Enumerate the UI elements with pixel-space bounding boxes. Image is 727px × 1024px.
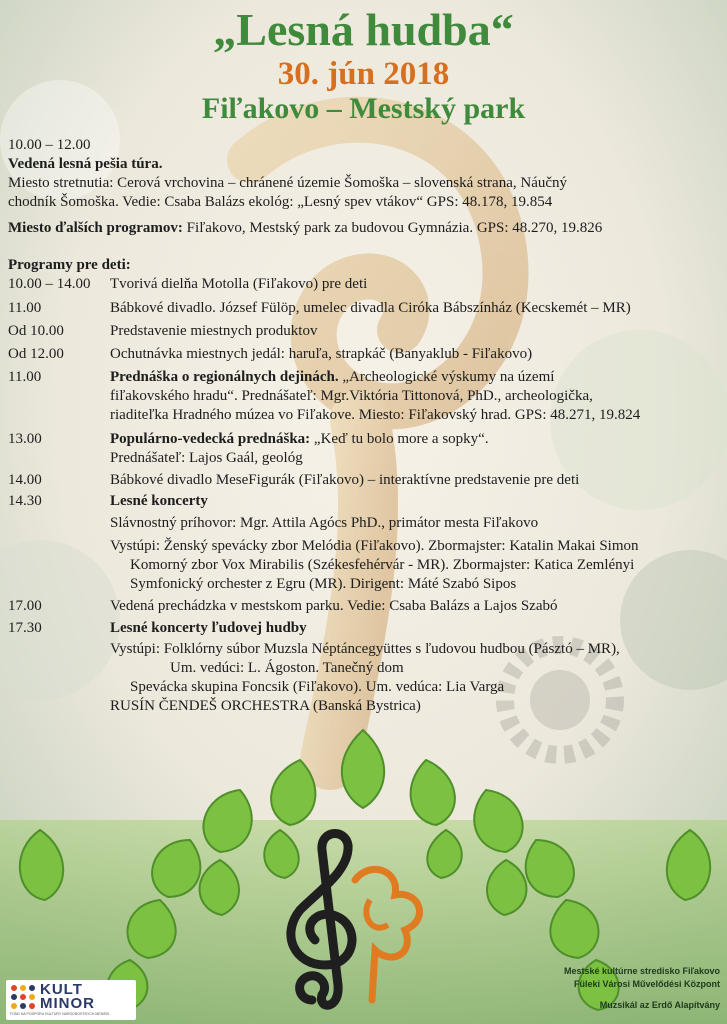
program-text: Vystúpi: Ženský spevácky zbor Melódia (Fiľakovo). Zbormajster: Katalin Makai Simon [110,538,639,554]
venue-label: Miesto ďalších programov: [8,220,183,236]
program-text: riaditeľka Hradného múzea vo Fiľakove. Miesto: Fiľakovský hrad. GPS: 48.271, 19.824 [110,407,641,423]
dots-icon [10,984,36,1010]
program-time: 17.00 [8,598,42,614]
program-text: Bábkové divadlo. József Fülöp, umelec divadla Ciróka Bábszínház (Kecskemét – MR) [110,300,631,316]
program-heading: Programy pre deti: [8,257,131,273]
program-time: 14.30 [8,493,42,509]
program-time: 17.30 [8,620,42,636]
logo-text-line-2: MINOR [40,995,95,1012]
lecture-text: „Archeologické výskumy na území [338,369,555,385]
logo-caption: FOND NA PODPORU KULTÚRY NÁRODNOSTNÝCH MENŠÍN [10,1012,109,1016]
intro-time: 10.00 – 12.00 [8,137,91,153]
program-text: Symfonický orchester z Egru (MR). Dirigent: Máté Szabó Sipos [130,576,517,592]
program-time: 10.00 – 14.00 [8,276,91,292]
venue-text: Fiľakovo, Mestský park za budovou Gymnázia. GPS: 48.270, 19.826 [182,220,603,236]
program-text: Slávnostný príhovor: Mgr. Attila Agócs PhD., primátor mesta Fiľakovo [110,515,539,531]
intro-heading: Vedená lesná pešia túra. [8,156,163,172]
program-time: 11.00 [8,300,42,316]
logo-text-line-1: KULT [40,981,83,998]
program-text: Vedená prechádzka v mestskom parku. Vedie: Csaba Balázs a Lajos Szabó [110,598,558,614]
logo-text [40,983,95,1011]
poster-title: „Lesná hudba“ [213,4,514,55]
program-time: Od 10.00 [8,323,64,339]
event-date: 30. jún 2018 [277,56,450,92]
kultminor-logo [6,980,136,1020]
intro-line-2: chodník Šomoška. Vedie: Csaba Balázs ekológ: „Lesný spev vtákov“ GPS: 48.178, 19.854 [8,194,553,210]
program-time: 14.00 [8,472,42,488]
organizer-3: Muzsikál az Erdő Alapítvány [599,1000,720,1010]
program-time: Od 12.00 [8,346,64,362]
program-text [110,430,489,449]
program-text: Prednášateľ: Lajos Gaál, geológ [110,450,303,466]
event-place: Fiľakovo – Mestský park [201,92,526,125]
program-time: 13.00 [8,431,42,447]
lecture-text: „Keď tu bolo more a sopky“. [310,431,489,447]
intro-line-1: Miesto stretnutia: Cerová vrchovina – chránené územie Šomoška – slovenská strana, Náučný [8,175,568,191]
program-text [110,368,554,387]
program-text: Bábkové divadlo MeseFigurák (Fiľakovo) – interaktívne predstavenie pre deti [110,472,580,488]
program-text: RUSÍN ČENDEŠ ORCHESTRA (Banská Bystrica) [110,698,421,714]
program-text: Ochutnávka miestnych jedál: haruľa, strapkáč (Banyaklub - Fiľakovo) [110,346,533,362]
program-text: Um. vedúci: L. Ágoston. Tanečný dom [170,660,404,676]
concert-heading: Lesné koncerty [110,493,208,509]
program-text: Komorný zbor Vox Mirabilis (Székesfehérvár - MR). Zbormajster: Katica Zemlényi [130,557,635,573]
program-text: Vystúpi: Folklórny súbor Muzsla Néptáncegyüttes s ľudovou hudbou (Pásztó – MR), [110,641,620,657]
program-time: 11.00 [8,369,42,385]
lecture-title: Prednáška o regionálnych dejinách. [110,369,339,385]
lecture-title: Populárno-vedecká prednáška: [110,431,311,447]
program-text: fiľakovského hradu“. Prednášateľ: Mgr.Viktória Tittonová, PhD., archeologička, [110,388,593,404]
program-text: Spevácka skupina Foncsik (Fiľakovo). Um. vedúca: Lia Varga [130,679,505,695]
program-text: Predstavenie miestnych produktov [110,323,318,339]
concert-heading: Lesné koncerty ľudovej hudby [110,620,307,636]
organizer-1: Mestské kultúrne stredisko Fiľakovo [563,966,720,976]
venue-line [8,219,602,238]
organizer-2: Füleki Városi Művelődési Központ [573,979,720,989]
program-text: Tvorivá dielňa Motolla (Fiľakovo) pre deti [110,276,368,292]
